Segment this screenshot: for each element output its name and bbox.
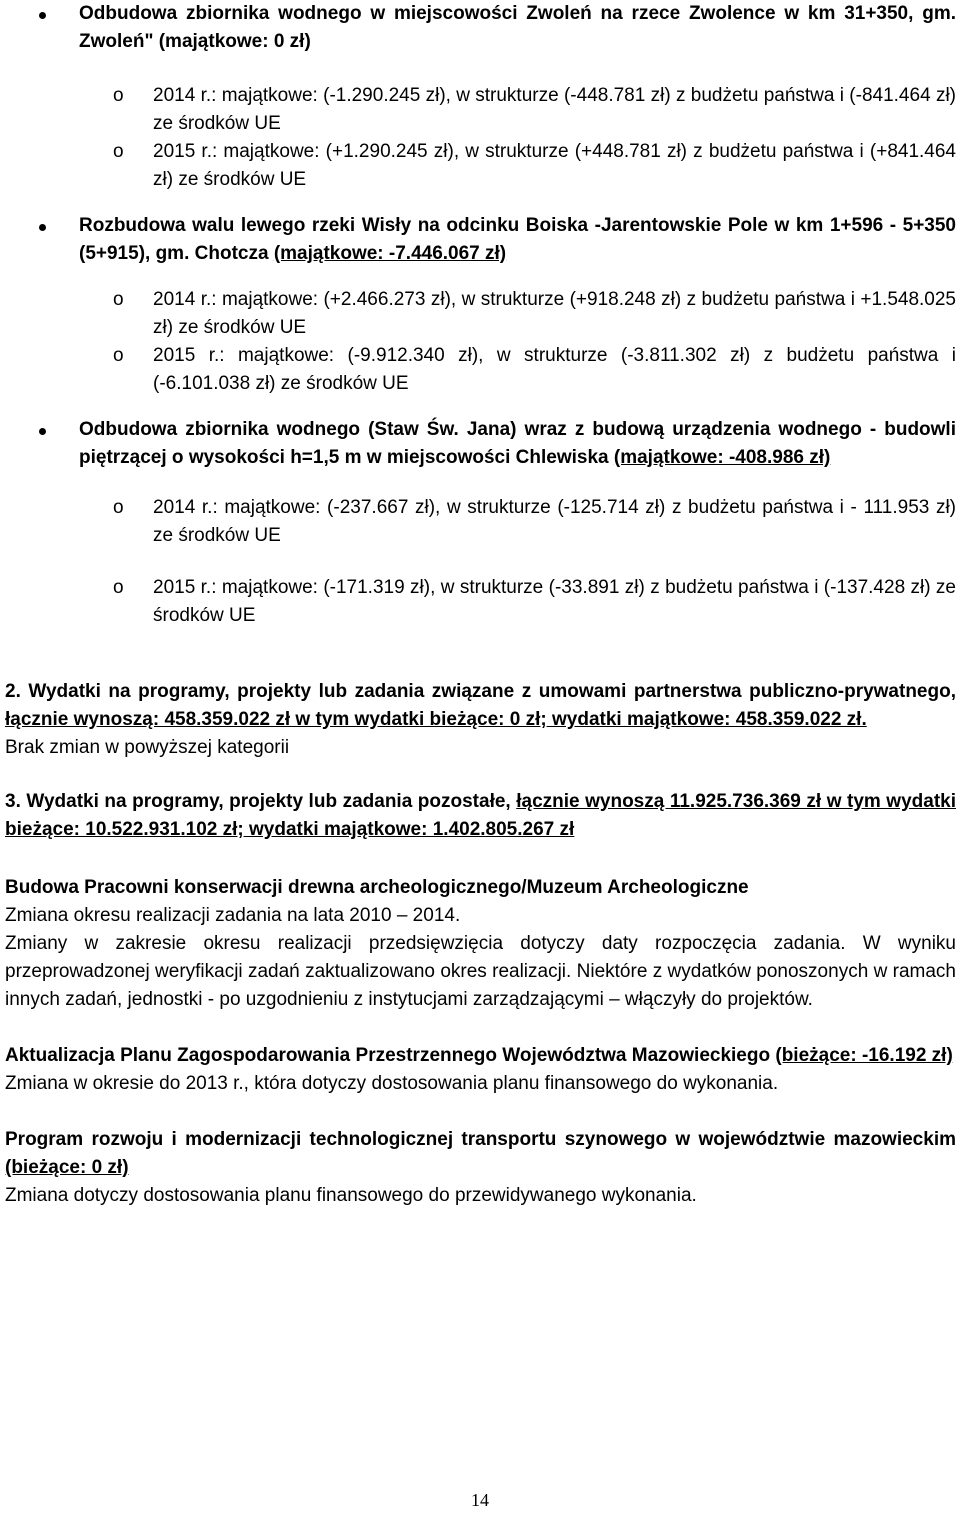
sub-bullet: o (113, 497, 124, 518)
item-heading: Odbudowa zbiornika wodnego (Staw Św. Jana) wraz z budową urządzenia wodnego - budowli piętrzącej o wysokości h=1,5 m w miejscowości Chlewiska (majątkowe: -408.986 zł) (5, 416, 956, 472)
section-3 (5, 788, 956, 844)
page-number: 14 (471, 1490, 489, 1510)
sub-bullet: o (113, 289, 124, 310)
bullet-icon (39, 12, 46, 19)
sub-item: o 2014 r.: majątkowe: (+2.466.273 zł), w strukturze (+918.248 zł) z budżetu państwa i +1.548.025 zł) ze środków UE (5, 286, 956, 342)
sub-item: o 2014 r.: majątkowe: (-237.667 zł), w strukturze (-125.714 zł) z budżetu państwa i - 111.953 zł) ze środków UE (5, 494, 956, 550)
sub-bullet: o (113, 577, 124, 598)
sub-item: o 2015 r.: majątkowe: (-9.912.340 zł), w strukturze (-3.811.302 zł) z budżetu państwa i (-6.101.038 zł) ze środków UE (5, 342, 956, 398)
sub-bullet: o (113, 141, 124, 162)
project-text: Zmiana dotyczy dostosowania planu finansowego do przewidywanego wykonania. (5, 1185, 697, 1206)
section-2 (5, 678, 956, 762)
project-text: Zmiany w zakresie okresu realizacji przedsięwzięcia dotyczy daty rozpoczęcia zadania. W wyniku przeprowadzonej weryfikacji zadań zaktualizowano okres realizacji. Niektóre z wydatków ponoszonych w ramach innych zadań, jednostki - po uzgodnieniu z instytucjami zarządzającymi – włączyły do projektów. (5, 933, 956, 1010)
bullet-icon (39, 224, 46, 231)
project-title: Program rozwoju i modernizacji technologicznej transportu szynowego w województwie mazowieckim (bieżące: 0 zł) (5, 1129, 956, 1178)
list-item (5, 0, 956, 194)
bullet-icon (39, 428, 46, 435)
sub-item: o 2015 r.: majątkowe: (-171.319 zł), w strukturze (-33.891 zł) z budżetu państwa i (-137.428 zł) ze środków UE (5, 574, 956, 630)
project-block (5, 1126, 956, 1210)
project-text: Zmiana w okresie do 2013 r., która dotyczy dostosowania planu finansowego do wykonania. (5, 1073, 779, 1094)
project-title: Aktualizacja Planu Zagospodarowania Przestrzennego Województwa Mazowieckiego (bieżące: -16.192 zł) (5, 1045, 953, 1066)
project-title: Budowa Pracowni konserwacji drewna archeologicznego/Muzeum Archeologiczne (5, 877, 749, 898)
section-heading: 3. Wydatki na programy, projekty lub zadania pozostałe, łącznie wynoszą 11.925.736.369 zł w tym wydatki bieżące: 10.522.931.102 zł; wydatki majątkowe: 1.402.805.267 zł (5, 791, 956, 840)
project-block (5, 874, 956, 1014)
document-body (5, 0, 956, 1210)
section-note: Brak zmian w powyższej kategorii (5, 737, 290, 758)
item-heading: Odbudowa zbiornika wodnego w miejscowości Zwoleń na rzece Zwolence w km 31+350, gm. Zwoleń" (majątkowe: 0 zł) (5, 0, 956, 56)
list-item (5, 416, 956, 630)
section-heading: 2. Wydatki na programy, projekty lub zadania związane z umowami partnerstwa publiczno-prywatnego, łącznie wynoszą: 458.359.022 zł w tym wydatki bieżące: 0 zł; wydatki majątkowe: 458.359.022 zł. (5, 681, 956, 730)
project-block (5, 1042, 956, 1098)
project-text: Zmiana okresu realizacji zadania na lata 2010 – 2014. (5, 905, 461, 926)
sub-bullet: o (113, 345, 124, 366)
list-item (5, 212, 956, 398)
sub-bullet: o (113, 85, 124, 106)
item-heading: Rozbudowa walu lewego rzeki Wisły na odcinku Boiska -Jarentowskie Pole w km 1+596 - 5+350 (5+915), gm. Chotcza (majątkowe: -7.446.067 zł) (5, 212, 956, 268)
sub-item: o 2015 r.: majątkowe: (+1.290.245 zł), w strukturze (+448.781 zł) z budżetu państwa i (+841.464 zł) ze środków UE (5, 138, 956, 194)
sub-item: o 2014 r.: majątkowe: (-1.290.245 zł), w strukturze (-448.781 zł) z budżetu państwa i (-841.464 zł) ze środków UE (5, 82, 956, 138)
